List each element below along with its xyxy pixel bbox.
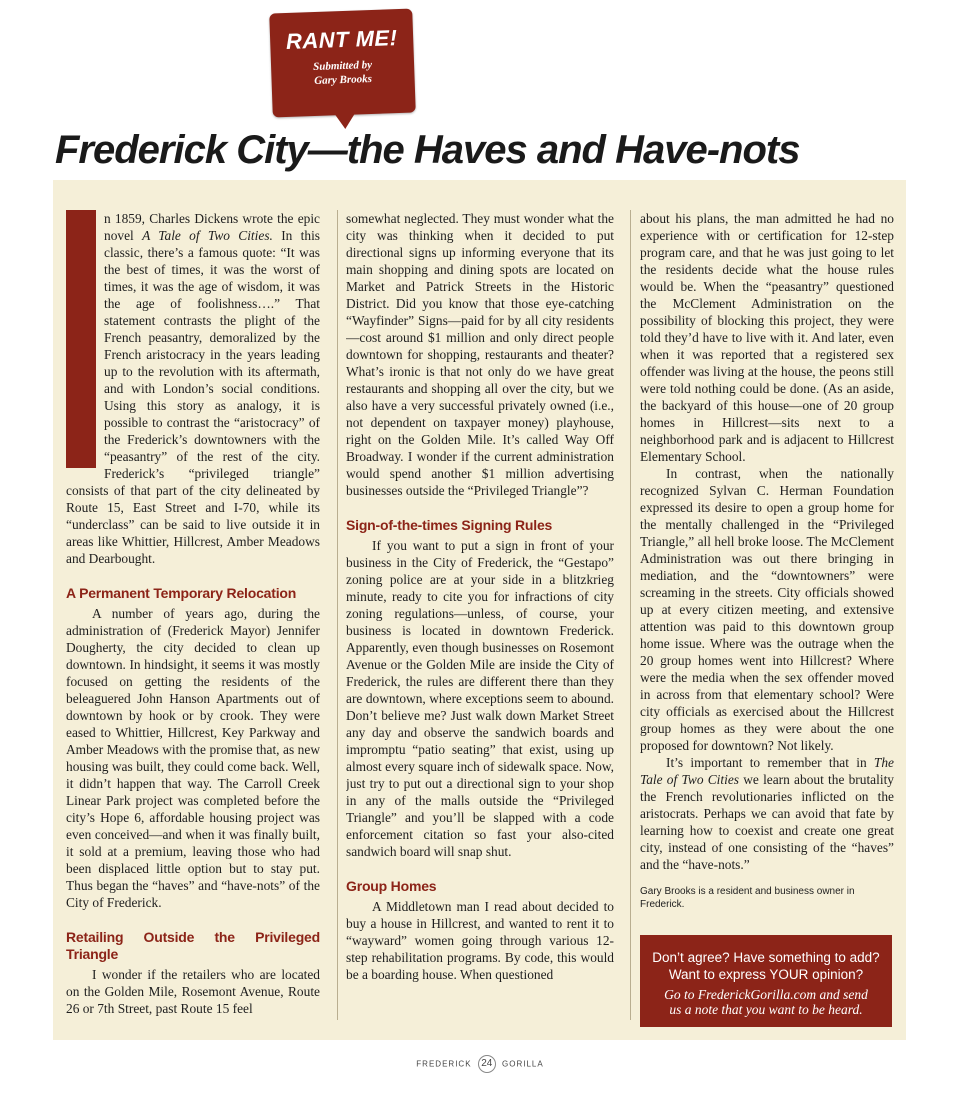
footer-brand-left: FREDERICK (416, 1059, 472, 1069)
author-bio: Gary Brooks is a resident and business owner in Frederick. (640, 886, 855, 910)
subhead-group-homes: Group Homes (346, 878, 437, 894)
badge-title: RANT ME! (285, 25, 398, 54)
book-title: The Tale of Two Cities (640, 755, 894, 787)
page-footer (0, 1055, 960, 1073)
subhead-retailing-outside: Retailing Outside the Privileged Triangle (66, 929, 320, 962)
drop-cap-block (66, 210, 96, 468)
subhead-permanent-relocation: A Permanent Temporary Relocation (66, 585, 297, 601)
paragraph: about his plans, the man admitted he had no experience with or certification for 12-step program care, and that he was just going to let the residents decide what the house rules would be. When the “peasantry” questioned the McClement Administration on the possibility of blocking this project, they were told they’d have to live with it. And later, even when it was reported that a registered sex offender was living at the house, the peons still were told nothing could be done. (As an aside, the backyard of this house—one of 20 group homes in Hillcrest—sits next to a neighborhood park and is adjacent to Hillcrest Elementary School. (640, 211, 894, 464)
callout-website-link[interactable]: Go to FrederickGorilla.com and send us a note that you want to be heard. (664, 987, 868, 1017)
badge-submitted-by (271, 57, 415, 90)
article-column-2 (346, 210, 614, 1030)
callout-question: Don’t agree? Have something to add? Want to express YOUR opinion? (652, 950, 880, 982)
page-number: 24 (478, 1055, 496, 1073)
article-column-1 (66, 210, 320, 1030)
paragraph: I wonder if the retailers who are located on the Golden Mile, Rosemont Avenue, Route 26 or 7th Street, past Route 15 feel (66, 967, 320, 1016)
badge-submitted-label: Submitted by (312, 58, 373, 74)
subhead-signing-rules: Sign-of-the-times Signing Rules (346, 517, 553, 533)
column-divider-2 (630, 210, 631, 1020)
column-divider-1 (337, 210, 338, 1020)
article-column-3 (640, 210, 894, 910)
paragraph: If you want to put a sign in front of your business in the City of Frederick, the “Gestapo” zoning police are at your side in a blitzkrieg minute, ready to cite you for infractions of city zoning regulations—unless, of course, your business is located in downtown Frederick. Apparently, even though businesses on Rosemont Avenue or the Golden Mile are inside the City of Frederick, the rules are different there than they are downtown, where exceptions seem to abound. Don’t believe me? Just walk down Market Street any day and observe the sandwich boards and impromptu “patio seating” that exist, using up almost every square inch of sidewalk space. Now, just try to put out a directional sign to your shop in any of the malls outside the “Privileged Triangle” and you’ll be slapped with a code enforcement citation so fast your also-cited sandwich board will snap shut. (346, 538, 614, 859)
opinion-callout-box (640, 935, 892, 1027)
footer-brand-right: GORILLA (502, 1059, 544, 1069)
book-title: A Tale of Two Cities. (142, 228, 273, 243)
badge-author: Gary Brooks (314, 72, 373, 87)
paragraph: It’s important to remember that in The Tale of Two Cities we learn about the brutality the French revolutionaries inflicted on the aristocrats. Perhaps we can avoid that fate by learning how to coexist and create one great city, instead of one consisting of the “haves” and the “have-nots.” (640, 755, 894, 872)
paragraph: A number of years ago, during the administration of (Frederick Mayor) Jennifer Dougherty, the city decided to clean up downtown. In hindsight, it seems it was mostly focused on getting the residents of the beleaguered John Hanson Apartments out of downtown by hook or by crook. They were eased to Whittier, Hillcrest, Key Parkway and Amber Meadows with the promise that, as new housing was built, they could come back. Well, it didn’t happen that way. The Carroll Creek Linear Park project was completed before the city’s Hope 6, affordable housing project was even conceived—and when it was finally built, it sold at a premium, leaving those who had been displaced little option but to stay put. Thus began the “haves” and “have-nots” of the City of Frederick. (66, 606, 320, 910)
paragraph: A Middletown man I read about decided to buy a house in Hillcrest, and wanted to rent it to “wayward” women going through various 12-step rehabilitation programs. By code, this would be a boarding house. When questioned (346, 899, 614, 982)
article-headline: Frederick City—the Haves and Have-nots (55, 128, 800, 172)
paragraph: In contrast, when the nationally recognized Sylvan C. Herman Foundation expressed its desire to open a group home for the mentally challenged in the “Privileged Triangle,” all hell broke loose. The McClement Administration was out there bringing in mediation, and the “downtowners” were screaming in the streets. City officials showed up at every citizen meeting, and extensive attention was paid to this downtown group home issue. Where was the outrage when the 20 group homes went into Hillcrest? Where were the media when the sex offender moved in across from that elementary school? Were city officials as exercised about the Hillcrest group homes as they were about the one proposed for downtown? Not likely. (640, 466, 894, 753)
paragraph: somewhat neglected. They must wonder what the city was thinking when it decided to put directional signs up informing everyone that its main shopping and dining spots are located on Market and Patrick Streets in the Historic District. Did you know that those eye-catching “Wayfinder” Signs—paid for by all city residents—cost around $1 million and only direct people downtown for shopping, restaurants and theater? What’s ironic is that not only do we have great restaurants and shopping all over the city, but we also have a very successful privately owned (i.e., not dependent on taxpayer money) playhouse, right on the Golden Mile. It’s called Way Off Broadway. I wonder if the current administration would spend another $1 million advertising businesses outside the “Privileged Triangle”? (346, 211, 614, 498)
rant-me-badge (269, 9, 416, 118)
badge-speech-tail (335, 114, 356, 130)
intro-paragraph: n 1859, Charles Dickens wrote the epic novel A Tale of Two Cities. In this classic, there’s a famous quote: “It was the best of times, it was the worst of times, it was the age of wisdom, it was the age of foolishness….” That statement contrasts the plight of the French peasantry, demoralized by the French aristocracy in the years leading up to the revolution with its aftermath, and with London’s social conditions. Using this story as analogy, it is possible to contrast the “aristocracy” of the Frederick’s downtowners with the “peasantry” of the rest of the city. Frederick’s “privileged triangle” consists of that part of the city delineated by Route 15, East Street and I-70, while its “underclass” can be said to live outside it in areas like Whittier, Hillcrest, Amber Meadows and Dearbought. (66, 210, 320, 567)
